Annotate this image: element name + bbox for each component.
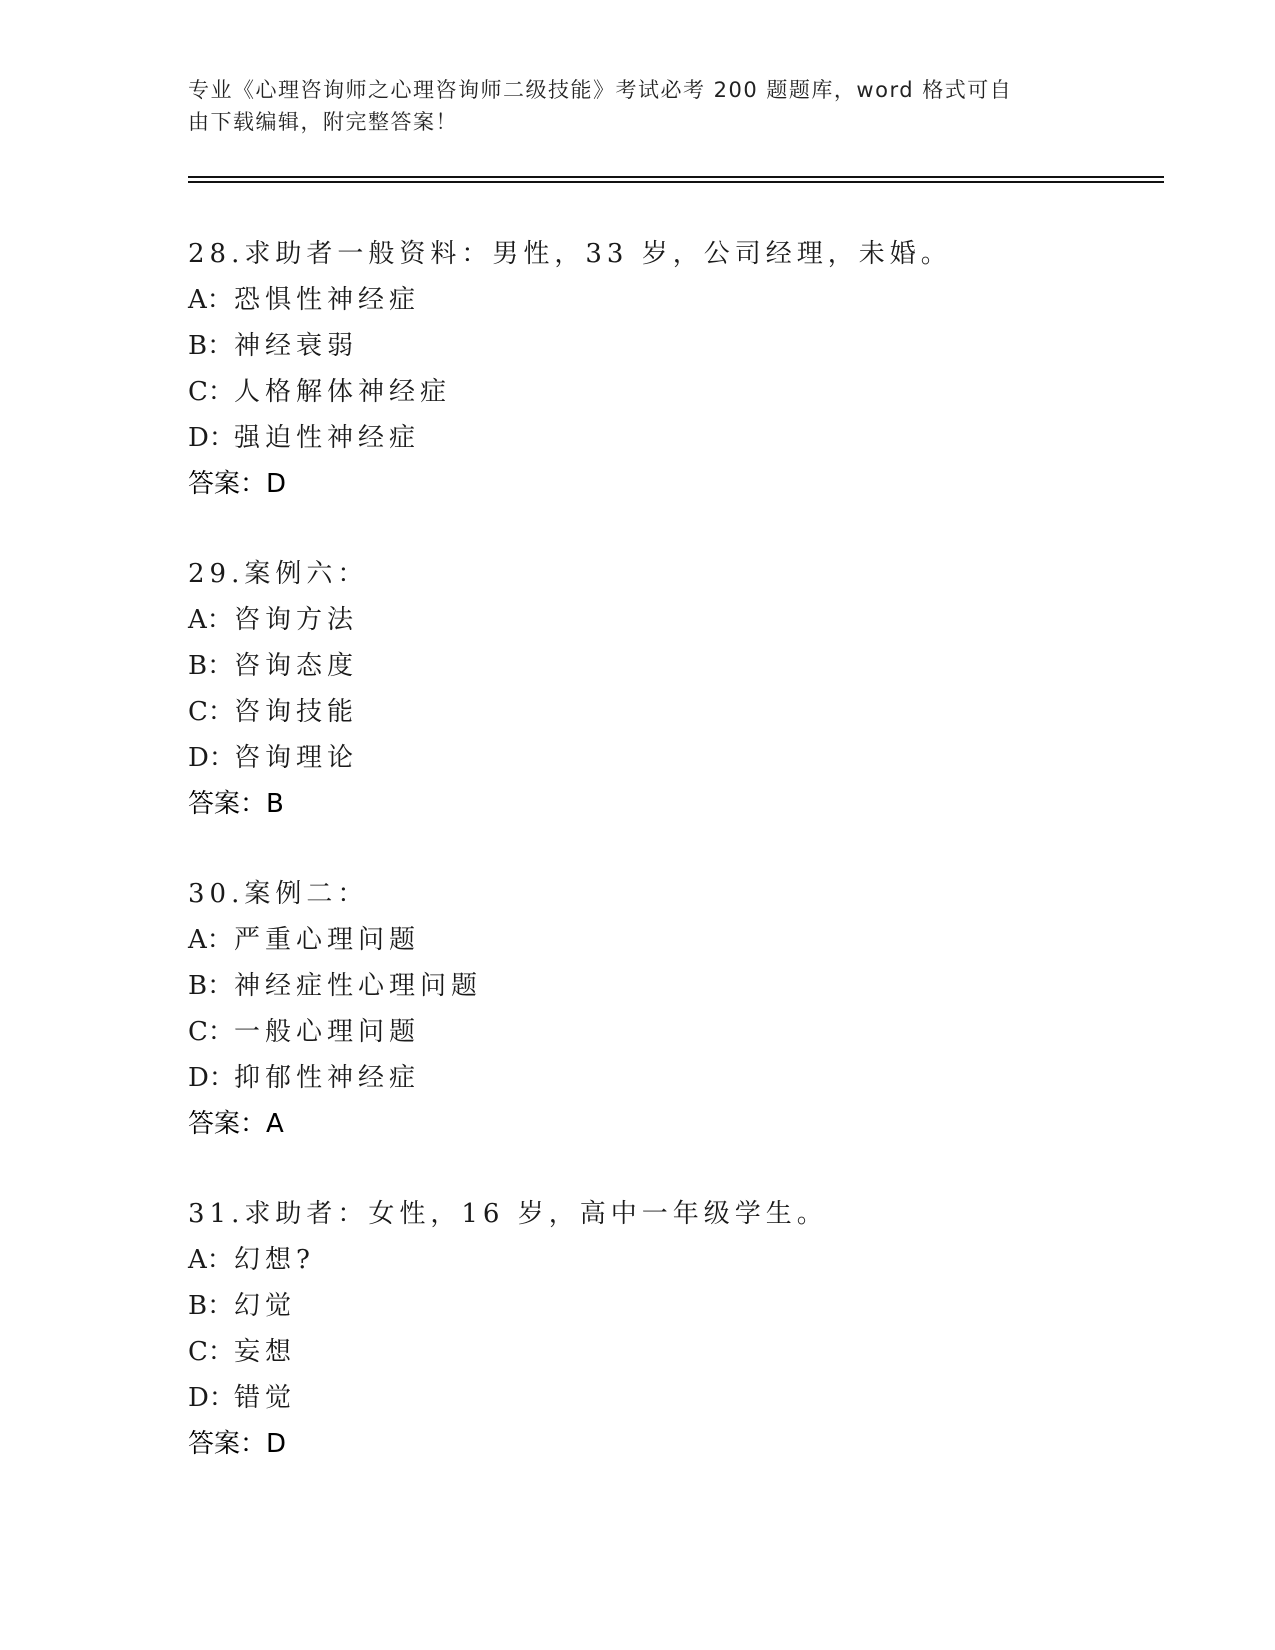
option-key: A： <box>188 925 233 955</box>
document-header <box>188 74 1088 138</box>
option-key: A： <box>188 605 233 635</box>
header-line-2: 由下载编辑，附完整答案！ <box>188 110 458 134</box>
option-key: C： <box>188 697 234 727</box>
option-b <box>188 1283 1138 1329</box>
question-28 <box>188 231 1138 507</box>
option-d <box>188 735 1138 781</box>
option-key: D： <box>188 1063 235 1093</box>
option-key: B： <box>188 331 234 361</box>
option-b <box>188 963 1138 1009</box>
option-text: 神经症性心理问题 <box>234 971 483 1001</box>
option-text: 咨询技能 <box>234 697 359 727</box>
option-b <box>188 323 1138 369</box>
option-text: 严重心理问题 <box>234 925 421 955</box>
option-text: 强迫性神经症 <box>234 423 421 453</box>
option-c <box>188 369 1138 415</box>
option-a <box>188 917 1138 963</box>
question-30 <box>188 871 1138 1147</box>
option-d <box>188 1375 1138 1421</box>
option-d <box>188 415 1138 461</box>
option-key: B： <box>188 1291 234 1321</box>
option-text: 抑郁性神经症 <box>234 1063 421 1093</box>
option-text: 幻想? <box>234 1245 315 1275</box>
question-stem: 28.求助者一般资料：男性，33 岁，公司经理，未婚。 <box>188 239 952 269</box>
option-text: 咨询理论 <box>234 743 359 773</box>
header-divider-top <box>188 176 1164 178</box>
option-b <box>188 643 1138 689</box>
option-text: 神经衰弱 <box>234 331 359 361</box>
option-key: C： <box>188 1017 234 1047</box>
option-key: A： <box>188 1245 233 1275</box>
option-c <box>188 1009 1138 1055</box>
question-stem: 29.案例六： <box>188 559 369 589</box>
option-a <box>188 277 1138 323</box>
option-text: 妄想 <box>234 1337 297 1367</box>
option-key: A： <box>188 285 233 315</box>
option-text: 错觉 <box>234 1383 297 1413</box>
option-text: 一般心理问题 <box>234 1017 421 1047</box>
option-key: B： <box>188 971 234 1001</box>
option-d <box>188 1055 1138 1101</box>
answer: 答案：B <box>188 789 284 819</box>
option-text: 人格解体神经症 <box>234 377 452 407</box>
option-key: B： <box>188 651 234 681</box>
option-text: 恐惧性神经症 <box>234 285 421 315</box>
question-31 <box>188 1191 1138 1467</box>
answer: 答案：A <box>188 1109 284 1139</box>
option-a <box>188 1237 1138 1283</box>
option-key: C： <box>188 1337 234 1367</box>
question-stem: 30.案例二： <box>188 879 369 909</box>
question-stem: 31.求助者：女性，16 岁，高中一年级学生。 <box>188 1199 828 1229</box>
option-key: D： <box>188 743 235 773</box>
question-29 <box>188 551 1138 827</box>
option-a <box>188 597 1138 643</box>
answer: 答案：D <box>188 469 287 499</box>
answer: 答案：D <box>188 1429 287 1459</box>
option-text: 咨询方法 <box>234 605 359 635</box>
option-key: D： <box>188 1383 235 1413</box>
option-text: 幻觉 <box>234 1291 297 1321</box>
option-c <box>188 689 1138 735</box>
option-text: 咨询态度 <box>234 651 359 681</box>
option-key: C： <box>188 377 234 407</box>
header-line-1: 专业《心理咨询师之心理咨询师二级技能》考试必考 200 题题库，word 格式可自 <box>188 78 1013 102</box>
header-divider-bottom <box>188 181 1164 183</box>
option-key: D： <box>188 423 235 453</box>
option-c <box>188 1329 1138 1375</box>
